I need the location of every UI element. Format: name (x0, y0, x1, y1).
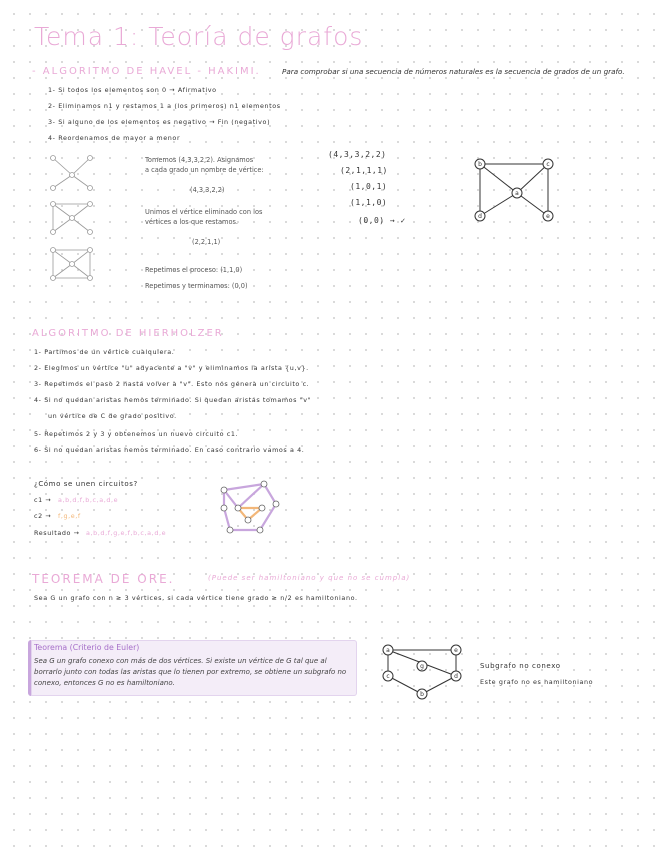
havel-example-text-2: a cada grado un nombre de vértice: (145, 166, 264, 174)
c1-label: c1 → (34, 496, 52, 504)
havel-step-3: 3- Si alguno de los elementos es negativo → Fin (negativo) (48, 118, 271, 126)
euler-node-a: a (386, 647, 390, 654)
havel-node-b: b (478, 161, 482, 168)
havel-example-graphs (48, 150, 98, 290)
c2-label: c2 → (34, 512, 52, 520)
euler-node-c: c (386, 673, 390, 680)
havel-example-seq-2: (2,2,1,1) (192, 238, 221, 246)
euler-graph (380, 642, 466, 702)
hierholzer-step-1: 1- Partimos de un vértice cualquiera. (34, 348, 175, 356)
euler-theorem-title: Teorema (Criterio de Euler) (34, 643, 140, 652)
hierholzer-heading: ALGORITMO DE HIERHOLZER (32, 328, 224, 339)
hierholzer-step-5: 5- Repetimos 2 y 3 y obtenemos un nuevo circuito c1. (34, 430, 239, 438)
result-value: a,b,d,f,g,e,f,b,c,a,d,e (86, 529, 167, 537)
ore-heading: TEOREMA DE ORE. (32, 572, 175, 586)
hierholzer-step-6: 6- Si no quedan aristas hemos terminado. En caso contrario vamos a 4. (34, 446, 305, 454)
havel-node-c: c (546, 161, 550, 168)
havel-note: Para comprobar si una secuencia de números naturales es la secuencia de grados de un grafo. (282, 67, 625, 76)
euler-note-2: Este grafo no es hamiltoniano (480, 678, 594, 686)
havel-example-text-3: Unimos el vértice eliminado con los (145, 208, 263, 216)
havel-step-2: 2- Eliminamos n1 y restamos 1 a (los primeros) n1 elementos (48, 102, 281, 110)
result-label: Resultado → (34, 529, 80, 537)
euler-node-e: e (454, 647, 458, 654)
havel-node-a: a (515, 190, 519, 197)
havel-seq-0: (4,3,3,2,2) (328, 150, 387, 159)
hierholzer-question: ¿Cómo se unen circuitos? (34, 480, 138, 488)
c2-value: f,g,e,f (58, 512, 81, 520)
euler-note-1: Subgrafo no conexo (480, 662, 561, 670)
havel-example-text-6: Repetimos y terminamos: (0,0) (145, 282, 248, 290)
havel-step-4: 4- Reordenamos de mayor a menor (48, 134, 181, 142)
havel-heading: - ALGORITMO DE HAVEL - HAKIMI. (32, 66, 261, 77)
havel-result-graph (472, 156, 562, 226)
euler-node-d: d (454, 673, 458, 680)
ore-subtitle: (Puede ser hamiltoniano y que no se cumpla) (208, 574, 411, 582)
havel-example-text-5: Repetimos el proceso: (1,1,0) (145, 266, 243, 274)
havel-node-d: d (478, 213, 482, 220)
hierholzer-graph (218, 478, 282, 536)
havel-example-text-4: vértices a los que restamos. (145, 218, 239, 226)
hierholzer-step-4b: un vértice de C de grado positivo. (48, 412, 177, 420)
havel-seq-1: (2,1,1,1) (340, 166, 388, 175)
hierholzer-step-3: 3- Repetimos el paso 2 hasta volver a "v". Esto nos genera un circuito c. (34, 380, 310, 388)
havel-example-text-1: Tomemos (4,3,3,2,2). Asignamos (145, 156, 254, 164)
euler-theorem-body: Sea G un grafo conexo con más de dos vértices. Si existe un vértice de G tal que al borrarlo junto con todas las aristas que lo tienen por extremo, se obtiene un subgrafo no conexo, entonces G no es hamiltoniano. (34, 657, 347, 687)
hierholzer-step-2: 2- Elegimos un vértice "u" adyacente a "v" y eliminamos la arista {u,v}. (34, 364, 309, 372)
havel-step-1: 1- Si todos los elementos son 0 → Afirmativo (48, 86, 217, 94)
c1-value: a,b,d,f,b,c,a,d,e (58, 496, 119, 504)
euler-node-b: b (420, 691, 424, 698)
havel-node-e: e (546, 213, 550, 220)
euler-node-g: g (420, 663, 424, 670)
havel-seq-3: (1,1,0) (350, 198, 388, 207)
havel-example-seq-1: (4,3,3,2,2) (190, 186, 225, 194)
havel-seq-2: (1,0,1) (350, 182, 388, 191)
hierholzer-step-4: 4- Si no quedan aristas hemos terminado. Si quedan aristas tomamos "v" (34, 396, 312, 404)
page-title: Tema 1: Teoría de grafos (34, 22, 364, 51)
havel-seq-4: (0,0) → ✓ (358, 216, 406, 225)
ore-statement: Sea G un grafo con n ≥ 3 vértices, si cada vértice tiene grado ≥ n/2 es hamiltoniano. (34, 594, 358, 602)
